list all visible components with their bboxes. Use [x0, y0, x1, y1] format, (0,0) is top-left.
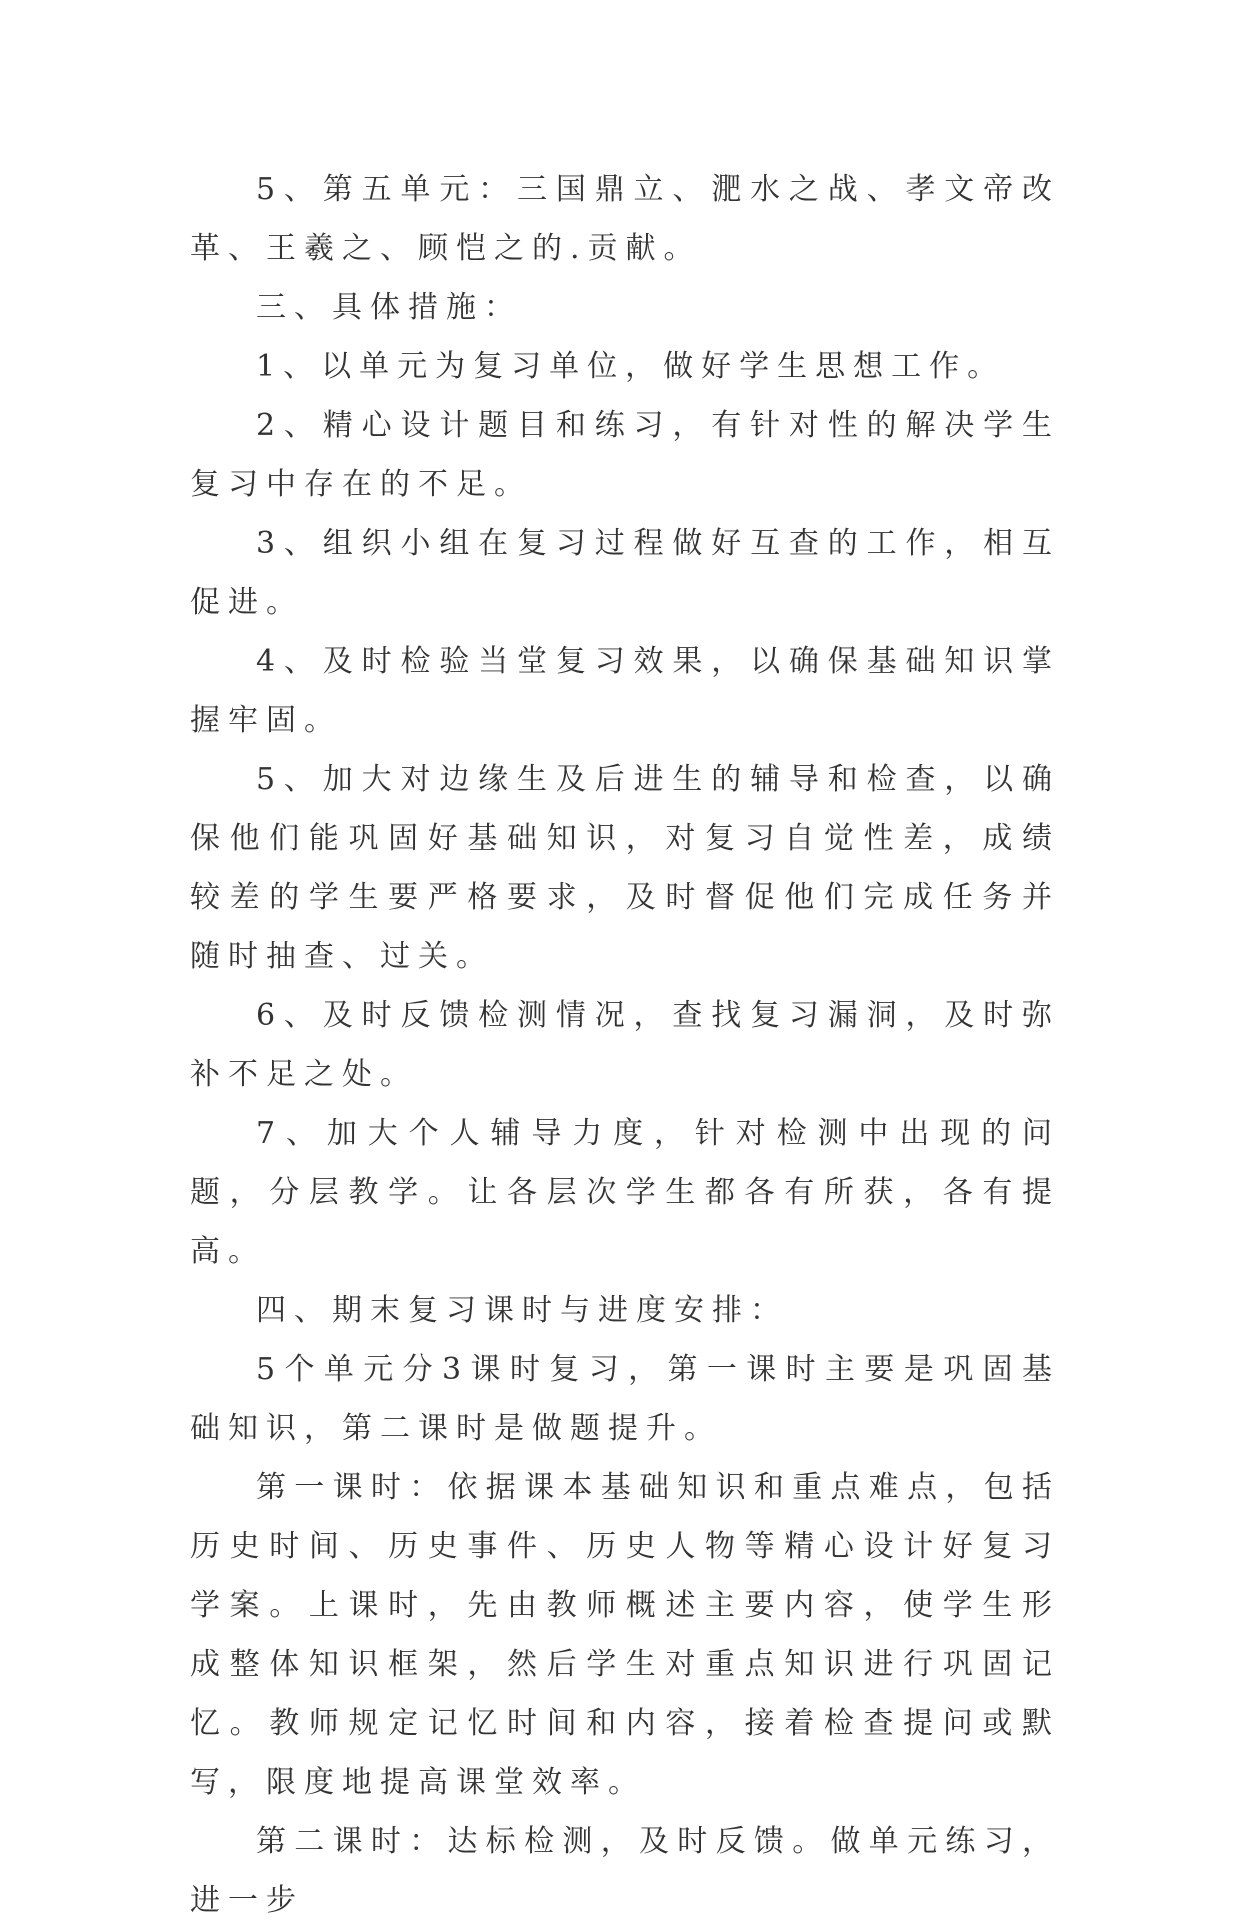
heading-review-schedule: 四、期末复习课时与进度安排：: [256, 1293, 788, 1328]
measure-item-7: 7、加大个人辅导力度，针对检测中出现的问题，分层教学。让各层次学生都各有所获，各有提高。: [190, 1116, 1060, 1269]
paragraph-schedule-overview: 5个单元分3课时复习，第一课时主要是巩固基础知识，第二课时是做题提升。: [190, 1352, 1060, 1446]
measure-item-1: 1、以单元为复习单位，做好学生思想工作。: [256, 349, 1006, 384]
paragraph-unit-5: 5、第五单元：三国鼎立、淝水之战、孝文帝改革、王羲之、顾恺之的.贡献。: [190, 172, 1060, 266]
measure-item-5: 5、加大对边缘生及后进生的辅导和检查，以确保他们能巩固好基础知识，对复习自觉性差，成绩较差的学生要严格要求，及时督促他们完成任务并随时抽查、过关。: [190, 762, 1060, 974]
document-body: [190, 160, 1060, 1930]
measure-item-6: 6、及时反馈检测情况，查找复习漏洞，及时弥补不足之处。: [190, 998, 1060, 1092]
paragraph-first-lesson: 第一课时：依据课本基础知识和重点难点，包括历史时间、历史事件、历史人物等精心设计好复习学案。上课时，先由教师概述主要内容，使学生形成整体知识框架，然后学生对重点知识进行巩固记忆。教师规定记忆时间和内容，接着检查提问或默写，限度地提高课堂效率。: [190, 1470, 1060, 1800]
measure-item-3: 3、组织小组在复习过程做好互查的工作，相互促进。: [190, 526, 1060, 620]
heading-specific-measures: 三、具体措施：: [256, 290, 522, 325]
measure-item-4: 4、及时检验当堂复习效果，以确保基础知识掌握牢固。: [190, 644, 1060, 738]
measure-item-2: 2、精心设计题目和练习，有针对性的解决学生复习中存在的不足。: [190, 408, 1060, 502]
paragraph-second-lesson: 第二课时：达标检测，及时反馈。做单元练习，进一步: [190, 1824, 1060, 1918]
